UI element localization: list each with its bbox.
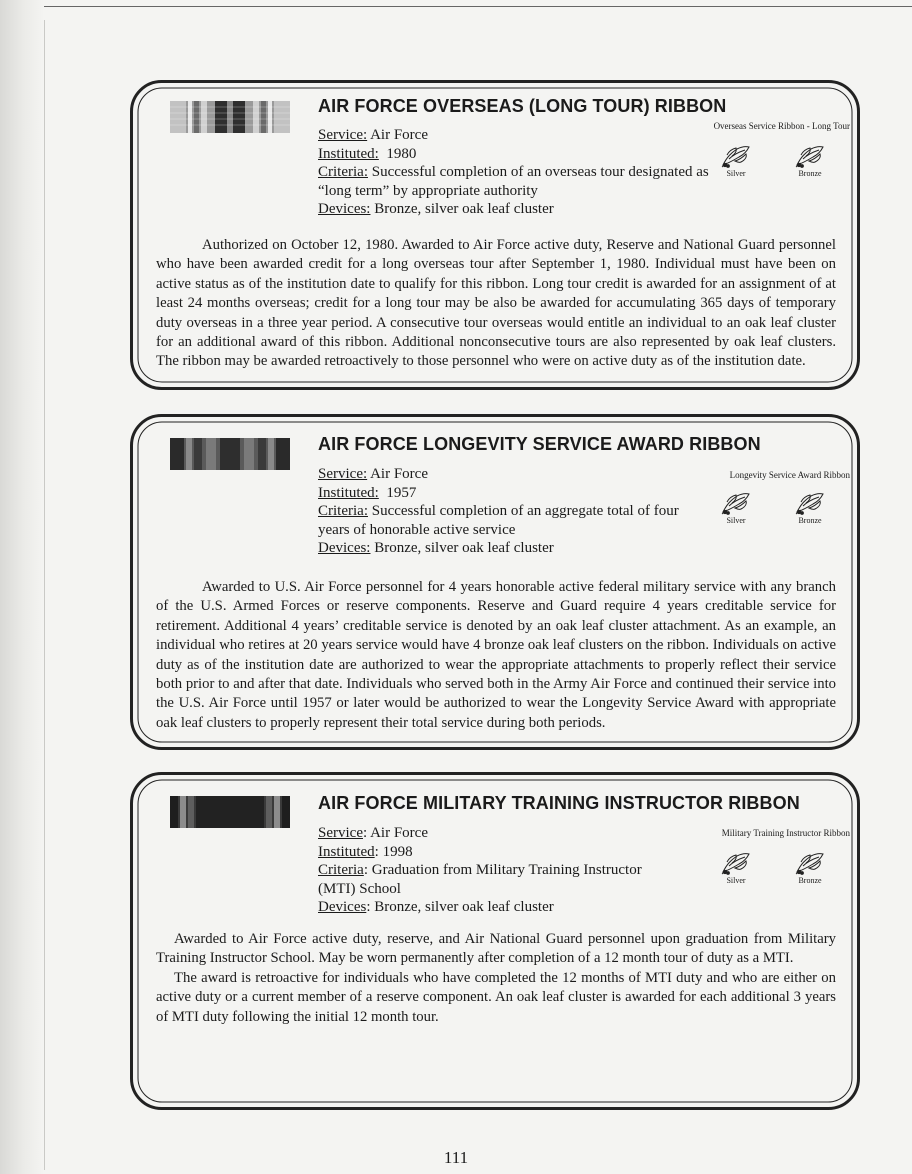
page-number: 111 (443, 1148, 469, 1167)
service-value: Air Force (367, 127, 428, 143)
device-bronze (780, 850, 840, 885)
service-value: : Air Force (362, 825, 428, 841)
ribbon-title: AIR FORCE MILITARY TRAINING INSTRUCTOR RIBBON (318, 793, 800, 813)
page-spine-line (44, 20, 45, 1170)
description-paragraph: The award is retroactive for individuals who have completed the 12 months of MTI duty and who are either on active duty or a current member of a reserve component. An oak leaf cluster is awarded for each additional 3 years of MTI duty following the initial 12 month tour. (156, 969, 836, 1025)
device-silver-label: Silver (726, 876, 746, 885)
ribbon-title: AIR FORCE OVERSEAS (LONG TOUR) RIBBON (318, 96, 727, 116)
devices-line (318, 539, 713, 558)
criteria-line (318, 861, 658, 898)
service-label: Service: (318, 127, 368, 143)
device-silver-label: Silver (726, 516, 746, 525)
criteria-line (318, 502, 713, 539)
ribbon-info (318, 824, 713, 917)
ribbon-title: AIR FORCE LONGEVITY SERVICE AWARD RIBBON (318, 434, 761, 454)
service-line (318, 126, 713, 145)
device-panel-title: Longevity Service Award Ribbon (729, 470, 850, 480)
oak-leaf-cluster-icon (793, 850, 827, 876)
service-value: Air Force (367, 466, 428, 482)
criteria-value: Successful completion of an overseas tour designated as “long term” by appropriate authority (318, 164, 709, 199)
service-label: Service (318, 825, 363, 841)
ribbon-description (156, 236, 836, 372)
device-silver (706, 490, 766, 525)
ribbon-panel-longevity (130, 414, 860, 750)
service-line (318, 824, 713, 843)
description-paragraph: Authorized on October 12, 1980. Awarded to Air Force active duty, Reserve and National Guard personnel who have been awarded credit for a long overseas tour after September 1, 1980. Individual must have been on active status as of the institution date to qualify for this ribbon. Long tour credit is awarded for an assignment of at least 24 months overseas; credit for a long tour may be also be awarded for accumulating 365 days of temporary duty overseas in a three year period. A consecutive tour overseas would entitle an individual to an oak leaf cluster for an additional award of this ribbon. Additional nonconsecutive tours are also represented by oak leaf clusters. The ribbon may be awarded retroactively to those personnel who were on active duty as of the institution date. (156, 237, 836, 370)
device-panel (690, 828, 850, 888)
device-bronze-label: Bronze (798, 169, 822, 178)
devices-line (318, 200, 713, 219)
instituted-line (318, 484, 713, 503)
description-paragraph: Awarded to Air Force active duty, reserve, and Air National Guard personnel upon graduation from Military Training Instructor School. May be worn permanently after completion of a 12 month tour of duty as a MTI. (156, 931, 836, 967)
device-panel-title: Military Training Instructor Ribbon (721, 828, 850, 838)
criteria-label: Criteria: (318, 164, 368, 180)
criteria-line (318, 163, 713, 200)
ribbon-bar-icon (170, 101, 290, 133)
criteria-label: Criteria (318, 862, 364, 878)
description-paragraph: Awarded to U.S. Air Force personnel for 4 years honorable active federal military service with any branch of the U.S. Armed Forces or reserve components. Reserve and Guard require 4 years creditable service for retirement. Additional 4 years’ creditable service is denoted by an oak leaf cluster attachment. As an example, an individual who retires at 20 years service would have 4 bronze oak leaf clusters on the ribbon. Individuals on active duty as of the institution date are authorized to wear the appropriate attachments to properly reflect their service both prior to and after that date. Individuals who served both in the Army Air Force and continued their service into the U.S. Air Force until 1957 or later would be authorized to wear the Longevity Service Award with appropriate oak leaf clusters to properly represent their total service during both periods. (156, 579, 836, 731)
device-silver-label: Silver (726, 169, 746, 178)
ribbon-info (318, 126, 713, 219)
ribbon-bar-icon (170, 796, 290, 828)
instituted-line (318, 843, 713, 862)
criteria-value: : Graduation from Military Training Instructor (MTI) School (318, 862, 642, 897)
oak-leaf-cluster-icon (719, 490, 753, 516)
device-silver (706, 143, 766, 178)
oak-leaf-cluster-icon (719, 850, 753, 876)
devices-label: Devices: (318, 540, 371, 556)
devices-label: Devices: (318, 201, 371, 217)
devices-value: Bronze, silver oak leaf cluster (370, 540, 554, 556)
devices-line (318, 898, 713, 917)
instituted-label: Instituted: (318, 484, 379, 501)
instituted-line (318, 145, 713, 164)
device-bronze (780, 143, 840, 178)
device-bronze (780, 490, 840, 525)
instituted-value: : 1998 (374, 843, 413, 860)
service-label: Service: (318, 466, 368, 482)
top-rule (0, 6, 912, 7)
device-panel-title: Overseas Service Ribbon - Long Tour (713, 121, 850, 131)
service-line (318, 465, 713, 484)
ribbon-panel-overseas (130, 80, 860, 390)
device-bronze-label: Bronze (798, 516, 822, 525)
ribbon-description (156, 930, 836, 1027)
ribbon-description (156, 578, 836, 733)
devices-label: Devices (318, 899, 367, 915)
devices-value: Bronze, silver oak leaf cluster (370, 201, 554, 217)
device-panel (690, 470, 850, 530)
device-silver (706, 850, 766, 885)
instituted-value: 1980 (386, 145, 417, 162)
ribbon-panel-mti (130, 772, 860, 1110)
instituted-label: Instituted: (318, 145, 379, 162)
instituted-label: Instituted (318, 843, 375, 860)
device-row (690, 131, 850, 181)
device-row (690, 838, 850, 888)
devices-value: : Bronze, silver oak leaf cluster (366, 899, 554, 915)
oak-leaf-cluster-icon (793, 143, 827, 169)
device-panel (690, 121, 850, 181)
instituted-value: 1957 (386, 484, 417, 501)
oak-leaf-cluster-icon (793, 490, 827, 516)
ribbon-bar-icon (170, 438, 290, 470)
criteria-label: Criteria: (318, 503, 368, 519)
page-spine-shadow (0, 0, 44, 1174)
oak-leaf-cluster-icon (719, 143, 753, 169)
device-bronze-label: Bronze (798, 876, 822, 885)
criteria-value: Successful completion of an aggregate total of four years of honorable active service (318, 503, 679, 538)
device-row (690, 480, 850, 530)
ribbon-info (318, 465, 713, 558)
